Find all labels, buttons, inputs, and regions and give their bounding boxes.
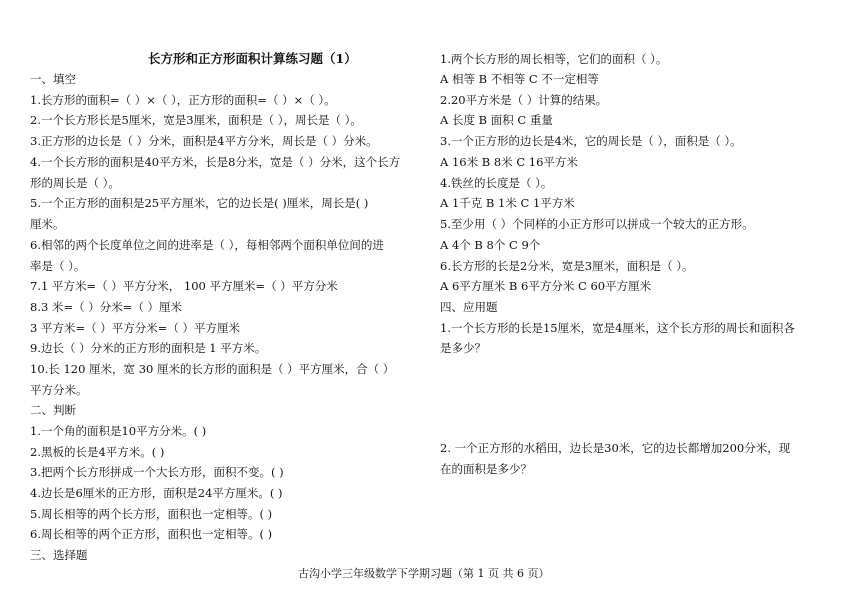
fill-q10-line1: 10.长 120 厘米，宽 30 厘米的长方形的面积是（ ）平方厘米，合（ ） xyxy=(30,362,395,376)
fill-q9: 9.边长（ ）分米的正方形的面积是 1 平方米。 xyxy=(30,341,267,355)
application-q1-line2: 是多少？ xyxy=(440,341,486,355)
fill-q6-line1: 6.相邻的两个长度单位之间的进率是（ ），每相邻两个面积单位间的进 xyxy=(30,238,384,252)
choice-q6: 6.长方形的长是2分米，宽是3厘米，面积是（ ）。 xyxy=(440,259,694,273)
fill-q2: 2.一个长方形长是5厘米，宽是3厘米，面积是（ ），周长是（ ）。 xyxy=(30,113,362,127)
choice-q5: 5.至少用（ ）个同样的小正方形可以拼成一个较大的正方形。 xyxy=(440,217,754,231)
fill-q7: 7.1 平方米=（ ）平方分米， 100 平方厘米=（ ）平方分米 xyxy=(30,279,338,293)
judge-q5: 5.周长相等的两个长方形，面积也一定相等。( ) xyxy=(30,507,273,521)
fill-q6-line2: 率是（ ）。 xyxy=(30,259,86,273)
judge-q6: 6.周长相等的两个正方形，面积也一定相等。( ) xyxy=(30,527,273,541)
application-q2-line1: 2. 一个正方形的水稻田，边长是30米，它的边长都增加200分米，现 xyxy=(440,441,791,455)
choice-q6-options: A 6平方厘米 B 6平方分米 C 60平方厘米 xyxy=(440,279,652,293)
choice-q1: 1.两个长方形的周长相等，它们的面积（ ）。 xyxy=(440,52,668,66)
section-judge-heading: 二、判断 xyxy=(30,403,76,417)
choice-q1-options: A 相等 B 不相等 C 不一定相等 xyxy=(440,72,599,86)
section-choice-heading: 三、选择题 xyxy=(30,548,88,562)
judge-q4: 4.边长是6厘米的正方形，面积是24平方厘米。( ) xyxy=(30,486,283,500)
application-q2-line2: 在的面积是多少？ xyxy=(440,462,532,476)
fill-q1: 1.长方形的面积=（ ）×（ ），正方形的面积=（ ）×（ ）。 xyxy=(30,93,336,107)
fill-q5-line2: 厘米。 xyxy=(30,217,65,231)
choice-q5-options: A 4个 B 8个 C 9个 xyxy=(440,238,541,252)
fill-q10-line2: 平方分米。 xyxy=(30,383,88,397)
choice-q2-options: A 长度 B 面积 C 重量 xyxy=(440,113,553,127)
page-title: 长方形和正方形面积计算练习题（1） xyxy=(148,51,357,66)
choice-q4: 4.铁丝的长度是（ ）。 xyxy=(440,176,553,190)
fill-q4-line2: 形的周长是（ ）。 xyxy=(30,176,120,190)
page-footer: 古沟小学三年级数学下学期习题（第 1 页 共 6 页） xyxy=(298,567,550,580)
section-fill-blank-heading: 一、填空 xyxy=(30,72,76,86)
fill-q5-line1: 5.一个正方形的面积是25平方厘米，它的边长是( )厘米，周长是( ) xyxy=(30,196,369,210)
judge-q3: 3.把两个长方形拼成一个大长方形，面积不变。( ) xyxy=(30,465,284,479)
fill-q8-line1: 8.3 米=（ ）分米=（ ）厘米 xyxy=(30,300,183,314)
choice-q4-options: A 1千克 B 1米 C 1平方米 xyxy=(440,196,575,210)
judge-q2: 2.黑板的长是4平方米。( ) xyxy=(30,445,165,459)
choice-q3-options: A 16米 B 8米 C 16平方米 xyxy=(440,155,578,169)
fill-q3: 3.正方形的边长是（ ）分米，面积是4平方分米，周长是（ ）分米。 xyxy=(30,134,378,148)
section-application-heading: 四、应用题 xyxy=(440,300,498,314)
fill-q4-line1: 4.一个长方形的面积是40平方米，长是8分米，宽是（ ）分米，这个长方 xyxy=(30,155,401,169)
choice-q3: 3.一个正方形的边长是4米，它的周长是（ ），面积是（ ）。 xyxy=(440,134,742,148)
choice-q2: 2.20平方米是（ ）计算的结果。 xyxy=(440,93,608,107)
fill-q8-line2: 3 平方米=（ ）平方分米=（ ）平方厘米 xyxy=(30,321,241,335)
judge-q1: 1.一个角的面积是10平方分米。( ) xyxy=(30,424,207,438)
application-q1-line1: 1.一个长方形的长是15厘米，宽是4厘米，这个长方形的周长和面积各 xyxy=(440,321,795,335)
